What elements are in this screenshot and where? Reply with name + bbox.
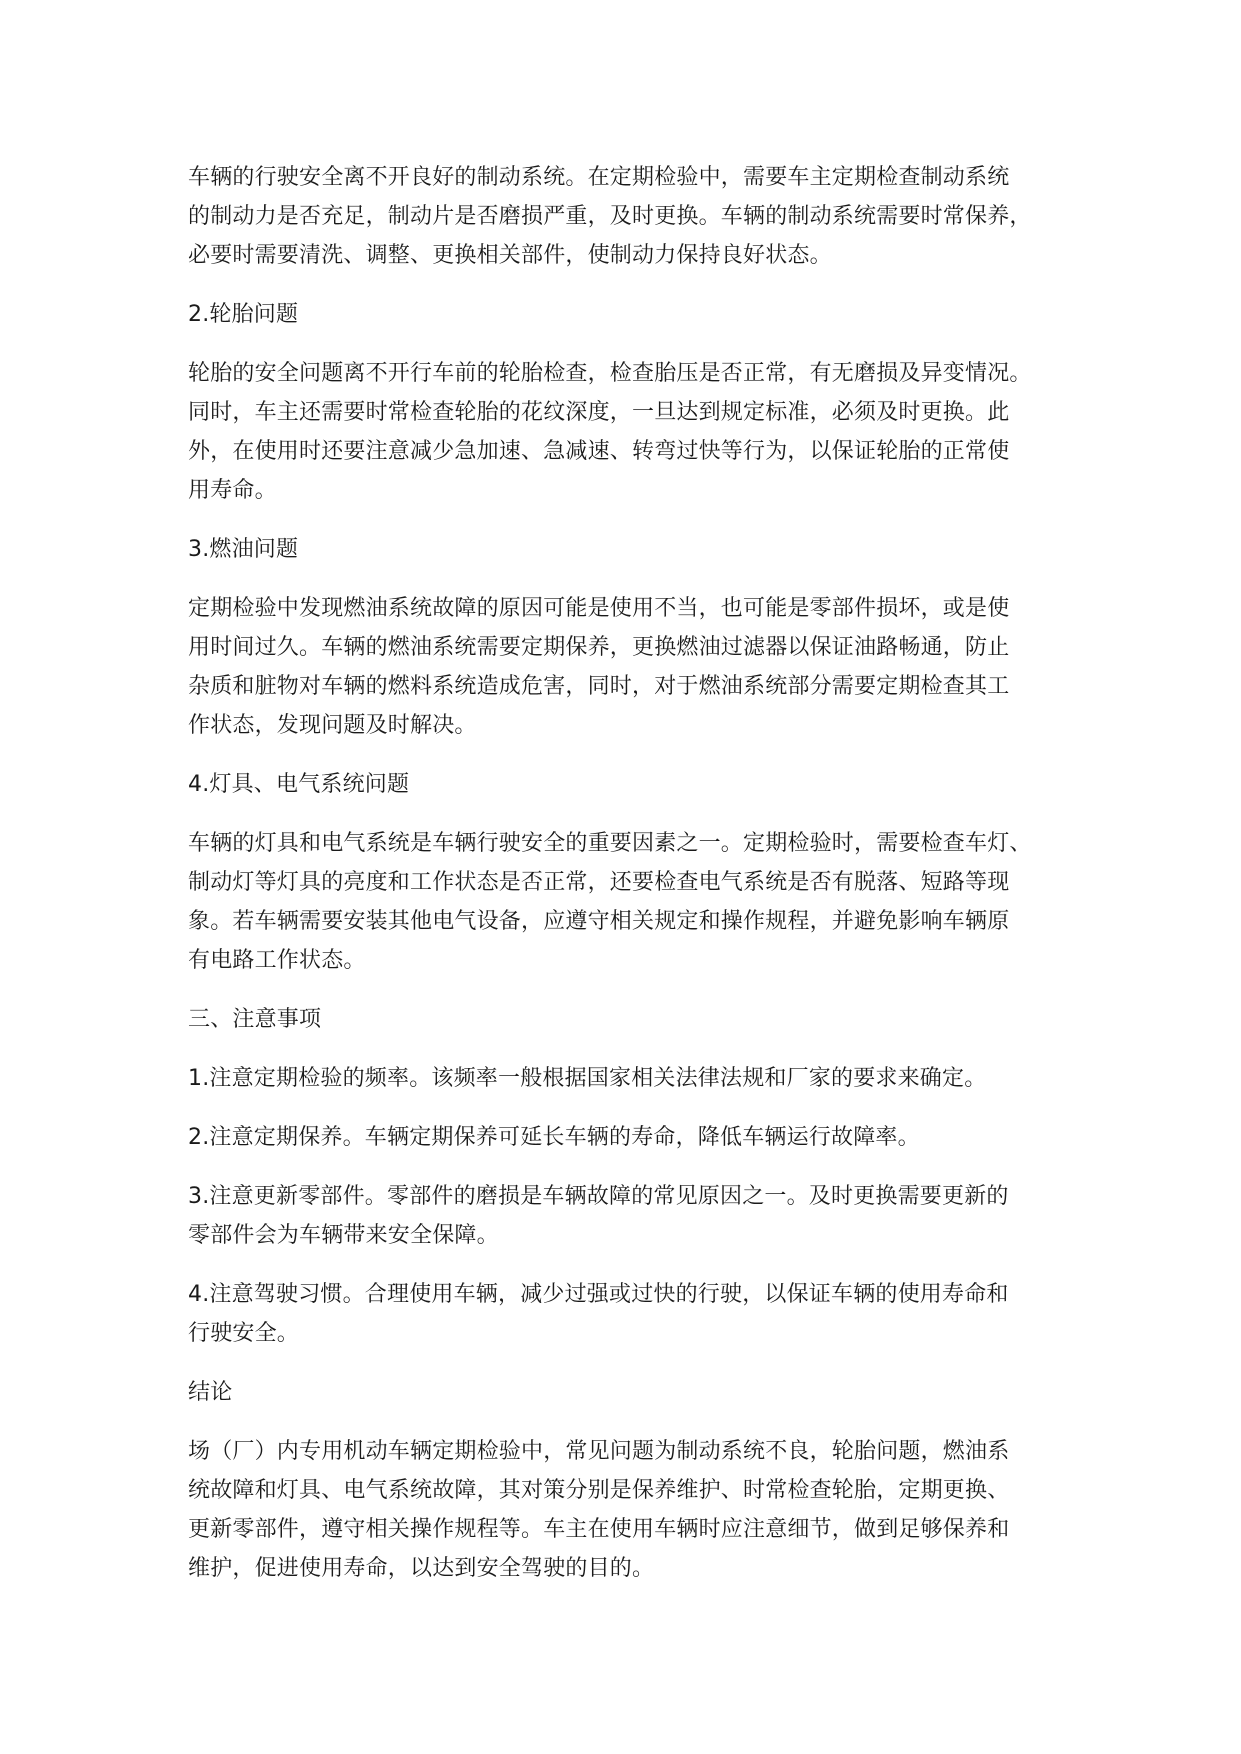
text-line: 更新零部件，遵守相关操作规程等。车主在使用车辆时应注意细节，做到足够保养和: [188, 1517, 1010, 1542]
text-line: 有电路工作状态。: [188, 948, 366, 973]
text-line: 的制动力是否充足，制动片是否磨损严重，及时更换。车辆的制动系统需要时常保养，: [188, 204, 1032, 229]
text-line: 象。若车辆需要安装其他电气设备，应遵守相关规定和操作规程，并避免影响车辆原: [188, 909, 1010, 934]
section-heading: [188, 1373, 1068, 1412]
text-line: 外，在使用时还要注意减少急加速、急减速、转弯过快等行为，以保证轮胎的正常使: [188, 439, 1010, 464]
text-line: 同时，车主还需要时常检查轮胎的花纹深度，一旦达到规定标准，必须及时更换。此: [188, 400, 1010, 425]
document-body: [188, 158, 1068, 1608]
text-line: 杂质和脏物对车辆的燃料系统造成危害，同时，对于燃油系统部分需要定期检查其工: [188, 674, 1010, 699]
text-line: 零部件会为车辆带来安全保障。: [188, 1223, 499, 1248]
text-line: 必要时需要清洗、调整、更换相关部件，使制动力保持良好状态。: [188, 243, 832, 268]
text-line: 2.轮胎问题: [188, 302, 299, 327]
text-line: 行驶安全。: [188, 1321, 300, 1346]
text-line: 维护，促进使用寿命，以达到安全驾驶的目的。: [188, 1556, 655, 1581]
body-paragraph: [188, 589, 1068, 745]
text-line: 车辆的行驶安全离不开良好的制动系统。在定期检验中，需要车主定期检查制动系统: [188, 165, 1010, 190]
text-line: 制动灯等灯具的亮度和工作状态是否正常，还要检查电气系统是否有脱落、短路等现: [188, 870, 1010, 895]
body-paragraph: [188, 1059, 1068, 1098]
text-line: 4.注意驾驶习惯。合理使用车辆，减少过强或过快的行驶，以保证车辆的使用寿命和: [188, 1282, 1009, 1307]
section-heading: [188, 765, 1068, 804]
body-paragraph: [188, 1275, 1068, 1353]
text-line: 用时间过久。车辆的燃油系统需要定期保养，更换燃油过滤器以保证油路畅通，防止: [188, 635, 1010, 660]
text-line: 统故障和灯具、电气系统故障，其对策分别是保养维护、时常检查轮胎，定期更换、: [188, 1478, 1010, 1503]
text-line: 结论: [188, 1380, 233, 1405]
text-line: 三、注意事项: [188, 1007, 322, 1032]
body-paragraph: [188, 1177, 1068, 1255]
body-paragraph: [188, 824, 1068, 980]
text-line: 场（厂）内专用机动车辆定期检验中，常见问题为制动系统不良，轮胎问题，燃油系: [188, 1439, 1010, 1464]
text-line: 作状态，发现问题及时解决。: [188, 713, 477, 738]
text-line: 轮胎的安全问题离不开行车前的轮胎检查，检查胎压是否正常，有无磨损及异变情况。: [188, 361, 1032, 386]
text-line: 3.注意更新零部件。零部件的磨损是车辆故障的常见原因之一。及时更换需要更新的: [188, 1184, 1009, 1209]
section-heading: [188, 295, 1068, 334]
body-paragraph: [188, 1432, 1068, 1588]
text-line: 4.灯具、电气系统问题: [188, 772, 410, 797]
text-line: 用寿命。: [188, 478, 277, 503]
text-line: 车辆的灯具和电气系统是车辆行驶安全的重要因素之一。定期检验时，需要检查车灯、: [188, 831, 1032, 856]
body-paragraph: [188, 158, 1068, 275]
text-line: 1.注意定期检验的频率。该频率一般根据国家相关法律法规和厂家的要求来确定。: [188, 1066, 987, 1091]
text-line: 2.注意定期保养。车辆定期保养可延长车辆的寿命，降低车辆运行故障率。: [188, 1125, 920, 1150]
text-line: 定期检验中发现燃油系统故障的原因可能是使用不当，也可能是零部件损坏，或是使: [188, 596, 1010, 621]
body-paragraph: [188, 354, 1068, 510]
body-paragraph: [188, 1118, 1068, 1157]
section-heading: [188, 1000, 1068, 1039]
section-heading: [188, 530, 1068, 569]
text-line: 3.燃油问题: [188, 537, 299, 562]
